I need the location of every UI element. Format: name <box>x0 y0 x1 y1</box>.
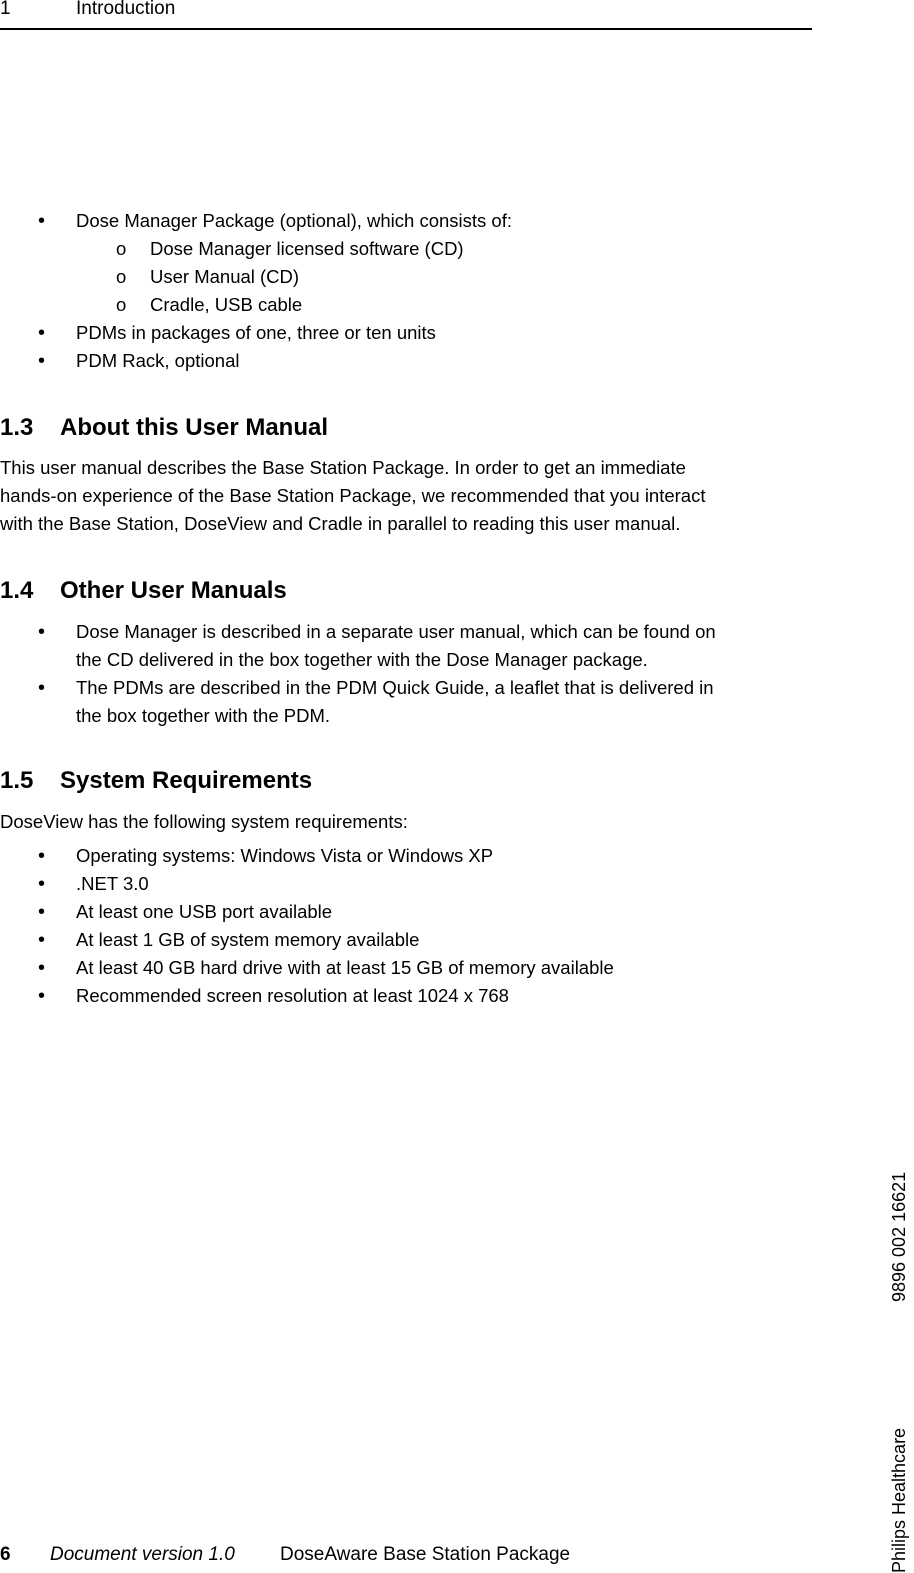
sub-list-item-text: Cradle, USB cable <box>150 294 303 315</box>
section-number: 1.3 <box>0 414 34 441</box>
paragraph-line: hands-on experience of the Base Station Package, we recommended that you interact <box>0 485 706 506</box>
list-item-text: .NET 3.0 <box>76 873 149 894</box>
side-company-name: Philips Healthcare <box>889 1427 909 1573</box>
sub-list-item-text: User Manual (CD) <box>150 266 300 287</box>
bullet: • <box>38 957 46 979</box>
section-title: About this User Manual <box>60 414 329 441</box>
list-item-text: PDMs in packages of one, three or ten units <box>76 322 436 343</box>
bullet: • <box>38 350 46 372</box>
bullet: • <box>38 873 46 895</box>
chapter-title: Introduction <box>76 0 176 19</box>
header-rule <box>0 28 812 30</box>
list-item-text-line: the CD delivered in the box together with the Dose Manager package. <box>76 649 648 670</box>
section-title: System Requirements <box>60 767 313 794</box>
list-item-text: At least 40 GB hard drive with at least 15 GB of memory available <box>76 957 614 978</box>
section-number: 1.5 <box>0 767 34 794</box>
list-item-text: At least 1 GB of system memory available <box>76 929 420 950</box>
product-name: DoseAware Base Station Package <box>280 1544 571 1565</box>
section-number: 1.4 <box>0 577 34 604</box>
bullet: • <box>38 677 46 699</box>
bullet: • <box>38 901 46 923</box>
list-item-text-line: Dose Manager is described in a separate user manual, which can be found on <box>76 621 716 642</box>
bullet: • <box>38 929 46 951</box>
chapter-number: 1 <box>0 0 11 19</box>
requirements-intro: DoseView has the following system requirements: <box>0 811 408 832</box>
bullet: • <box>38 322 46 344</box>
bullet: • <box>38 210 46 232</box>
section-title: Other User Manuals <box>60 577 287 604</box>
list-item-text: Operating systems: Windows Vista or Windows XP <box>76 845 494 866</box>
paragraph-line: with the Base Station, DoseView and Cradle in parallel to reading this user manual. <box>0 513 681 534</box>
paragraph-line: This user manual describes the Base Station Package. In order to get an immediate <box>0 457 686 478</box>
sub-list-item-text: Dose Manager licensed software (CD) <box>150 238 464 259</box>
list-item-text-line: the box together with the PDM. <box>76 705 330 726</box>
list-item-text: At least one USB port available <box>76 901 333 922</box>
bullet: • <box>38 621 46 643</box>
side-document-number: 9896 002 16621 <box>889 1171 909 1302</box>
list-item-text: PDM Rack, optional <box>76 350 240 371</box>
bullet: • <box>38 845 46 867</box>
list-item-text: Recommended screen resolution at least 1024 x 768 <box>76 985 509 1006</box>
page-number: 6 <box>0 1544 11 1565</box>
sub-bullet: o <box>116 238 127 259</box>
list-item-text-line: The PDMs are described in the PDM Quick Guide, a leaflet that is delivered in <box>76 677 714 698</box>
sub-bullet: o <box>116 294 127 315</box>
list-item-text: Dose Manager Package (optional), which consists of: <box>76 210 512 231</box>
bullet: • <box>38 985 46 1007</box>
sub-bullet: o <box>116 266 127 287</box>
document-version: Document version 1.0 <box>50 1544 235 1565</box>
